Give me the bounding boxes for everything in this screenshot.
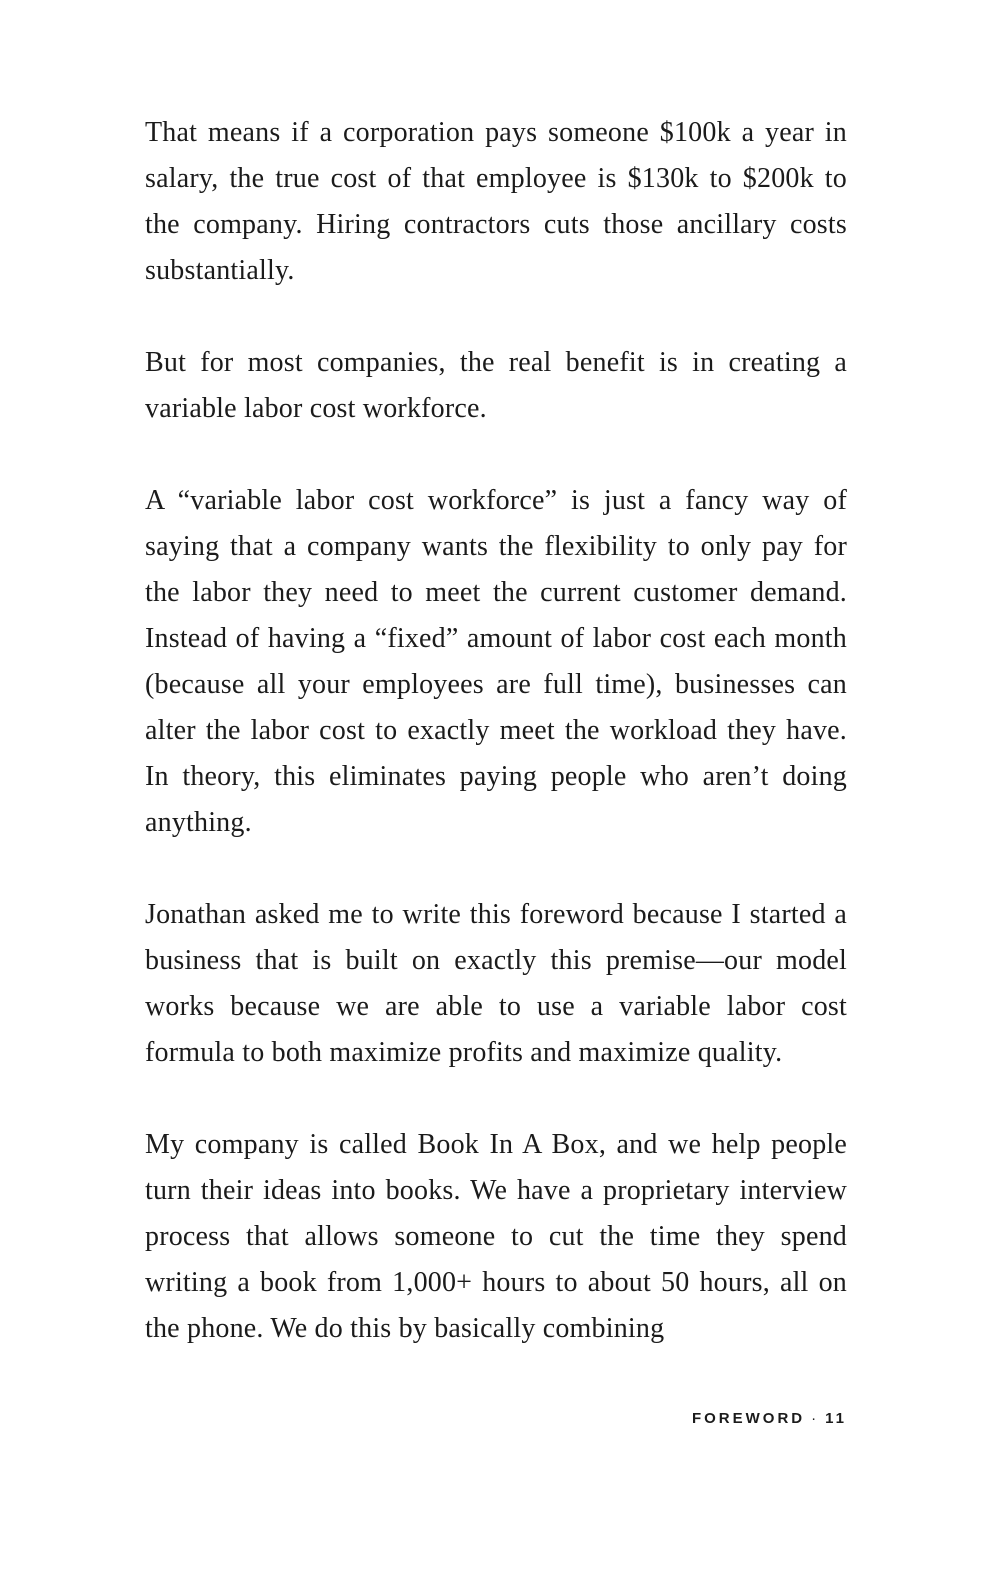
paragraph-true-cost: That means if a corporation pays someone $100k a year in salary, the true cost of that employee is $130k to $200k to the company. Hiring contractors cuts those ancillary costs substantially.: [145, 117, 847, 286]
body-text: [145, 110, 847, 1352]
footer-page-number: 11: [825, 1410, 847, 1427]
footer-separator: ·: [811, 1410, 820, 1427]
paragraph-book-in-a-box: My company is called Book In A Box, and we help people turn their ideas into books. We have a proprietary interview process that allows someone to cut the time they spend writing a book from 1,000+ hours to about 50 hours, all on the phone. We do this by basically combining: [145, 1129, 847, 1344]
footer-section-label: FOREWORD: [691, 1410, 806, 1427]
paragraph-variable-labor-definition: A “variable labor cost workforce” is just a fancy way of saying that a company wants the flexibility to only pay for the labor they need to meet the current customer demand. Instead of having a “fixed” amount of labor cost each month (because all your employees are full time), businesses can alter the labor cost to exactly meet the workload they have. In theory, this eliminates paying people who aren’t doing anything.: [145, 485, 847, 838]
page-footer: [145, 1410, 847, 1427]
paragraph-jonathan-foreword: Jonathan asked me to write this foreword because I started a business that is built on exactly this premise—our model works because we are able to use a variable labor cost formula to both maximize profits and maximize quality.: [145, 899, 847, 1068]
paragraph-real-benefit: But for most companies, the real benefit is in creating a variable labor cost workforce.: [145, 347, 847, 424]
